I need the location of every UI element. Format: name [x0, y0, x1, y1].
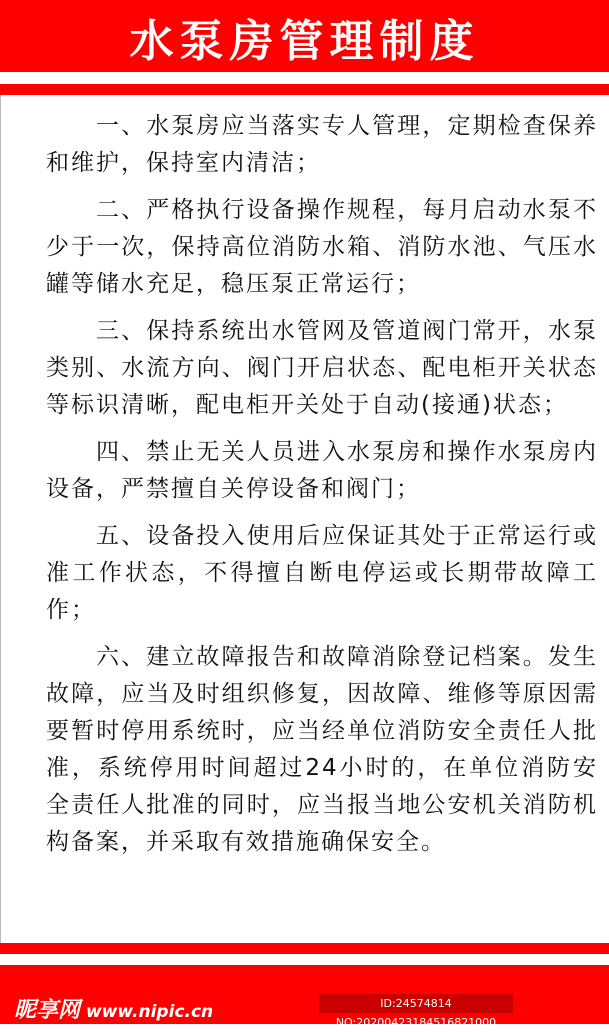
regulation-body: [46, 108, 598, 871]
rule-paragraph-3: 三、保持系统出水管网及管道阀门常开，水泵类别、水流方向、阀门开启状态、配电柜开关状态等标识清晰，配电柜开关处于自动(接通)状态；: [46, 318, 598, 418]
header-stripe: [0, 84, 609, 95]
rule-paragraph-4: 四、禁止无关人员进入水泵房和操作水泵房内设备，严禁擅自关停设备和阀门；: [46, 439, 598, 502]
logo-text: 昵享网: [14, 998, 81, 1023]
header-banner: [0, 0, 609, 72]
logo-url: www.nipic.cn: [86, 1002, 214, 1022]
rule-paragraph-5: 五、设备投入使用后应保证其处于正常运行或准工作状态，不得擅自断电停运或长期带故障工作；: [46, 523, 598, 623]
footer-stripe: [0, 943, 609, 954]
rule-paragraph-6: 六、建立故障报告和故障消除登记档案。发生故障，应当及时组织修复，因故障、维修等原因需要暂时停用系统时，应当经单位消防安全责任人批准，系统停用时间超过24小时的，在单位消防安全责任人批准的同时，应当报当地公安机关消防机构备案，并采取有效措施确保安全。: [46, 644, 598, 855]
page-title: 水泵房管理制度: [129, 16, 480, 67]
footer-banner: [0, 965, 609, 1029]
left-border: [0, 95, 1, 943]
rule-paragraph-2: 二、严格执行设备操作规程，每月启动水泵不少于一次，保持高位消防水箱、消防水池、气压水罐等储水充足，稳压泵正常运行；: [46, 197, 598, 297]
rule-paragraph-1: 一、水泵房应当落实专人管理，定期检查保养和维护，保持室内清洁；: [46, 113, 598, 176]
watermark-id: ID:24574814 NO:20200423184516821000: [319, 994, 513, 1013]
site-logo: [14, 993, 213, 1024]
